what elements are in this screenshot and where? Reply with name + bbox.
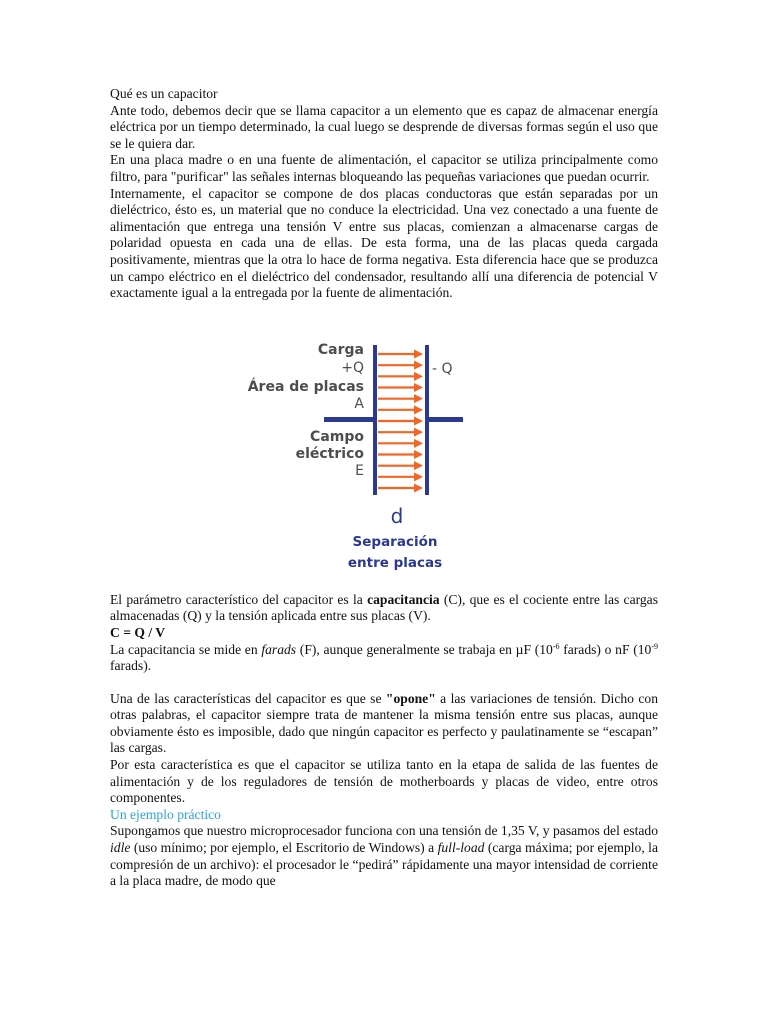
field-arrow-head	[414, 461, 423, 470]
field-arrow-head	[414, 383, 423, 392]
paragraph: Supongamos que nuestro microprocesador funciona con una tensión de 1,35 V, y pasamos del estado idle (uso mínimo; por ejemplo, el Escritorio de Windows) a full-load (carga máxima; por ejemplo, la compresión de un archivo): el procesador le “pedirá” rápidamente una mayor intensidad de corriente a la placa madre, de modo que	[110, 823, 658, 889]
positive-lead	[324, 417, 376, 422]
paragraph: Por esta característica es que el capacitor se utiliza tanto en la etapa de salida de las fuentes de alimentación y de los reguladores de tensión de motherboards y placas de video, entre otros componentes.	[110, 757, 658, 806]
field-label-2: eléctrico	[295, 445, 364, 462]
document-page	[110, 86, 658, 890]
spacer	[110, 675, 658, 691]
capacitor-diagram-svg	[110, 302, 658, 592]
paragraph: Ante todo, debemos decir que se llama capacitor a un elemento que es capaz de almacenar energía eléctrica por un tiempo determinado, la cual luego se desprende de diversas formas según el uso que se le quiera dar.	[110, 102, 658, 151]
paragraph: En una placa madre o en una fuente de alimentación, el capacitor se utiliza principalmente como filtro, para "purificar" las señales internas bloqueando las pequeñas variaciones que puedan ocurrir.	[110, 152, 658, 184]
field-symbol: E	[355, 462, 364, 479]
field-arrow-head	[414, 394, 423, 403]
subheading-link[interactable]: Un ejemplo práctico	[110, 806, 221, 822]
field-arrow-head	[414, 472, 423, 481]
paragraph: Una de las características del capacitor es que se "opone" a las variaciones de tensión. Dicho con otras palabras, el capacitor siempre trata de mantener la misma tensión entre sus placas, aunque obviamente ésto es imposible, dado que ningún capacitor es perfecto y paulatinamente se “escapan” las cargas.	[110, 690, 658, 756]
paragraph: El parámetro característico del capacitor es la capacitancia (C), que es el cociente entre las cargas almacenadas (Q) y la tensión aplicada entre sus placas (V).	[110, 591, 658, 624]
formula: C = Q / V	[110, 624, 166, 640]
area-label: Área de placas	[247, 378, 364, 395]
paragraph: La capacitancia se mide en farads (F), aunque generalmente se trabaja en µF ($10^{-6}$ farads) o nF ($10^{-9}$ farads).	[110, 641, 659, 674]
paragraph: Internamente, el capacitor se compone de dos placas conductoras que están separadas por un dieléctrico, ésto es, un material que no conduce la electricidad. Una vez conectado a una fuente de alimentación que entrega una tensión V entre sus placas, comienzan a almacenarse cargas de polaridad opuesta en cada una de ellas. De esta forma, una de las placas queda cargada positivamente, mientras que la otra lo hace de forma negativa. Esta diferencia hace que se produzca un campo eléctrico en el dieléctrico del condensador, resultando allí una diferencia de potencial V exactamente igual a la entregada por la fuente de alimentación.	[110, 185, 658, 301]
area-symbol: A	[354, 395, 364, 412]
field-arrow-head	[414, 439, 423, 448]
minus-q-label: - Q	[432, 360, 453, 377]
electric-field-arrows	[378, 349, 423, 492]
capacitor-diagram	[110, 302, 658, 592]
field-arrow-head	[414, 483, 423, 492]
field-arrow-head	[414, 416, 423, 425]
field-label-1: Campo	[310, 428, 364, 445]
field-arrow-head	[414, 349, 423, 358]
field-arrow-head	[414, 427, 423, 436]
negative-lead	[425, 417, 463, 422]
separation-label-2: entre placas	[347, 554, 443, 571]
charge-label: Carga	[317, 341, 364, 358]
section-heading: Qué es un capacitor	[110, 86, 218, 101]
plus-q-label: +Q	[341, 359, 364, 376]
separation-label-1: Separación	[352, 533, 438, 550]
field-arrow-head	[414, 372, 423, 381]
field-arrow-head	[414, 450, 423, 459]
distance-symbol: d	[390, 503, 404, 528]
field-arrow-head	[414, 360, 423, 369]
field-arrow-head	[414, 405, 423, 414]
